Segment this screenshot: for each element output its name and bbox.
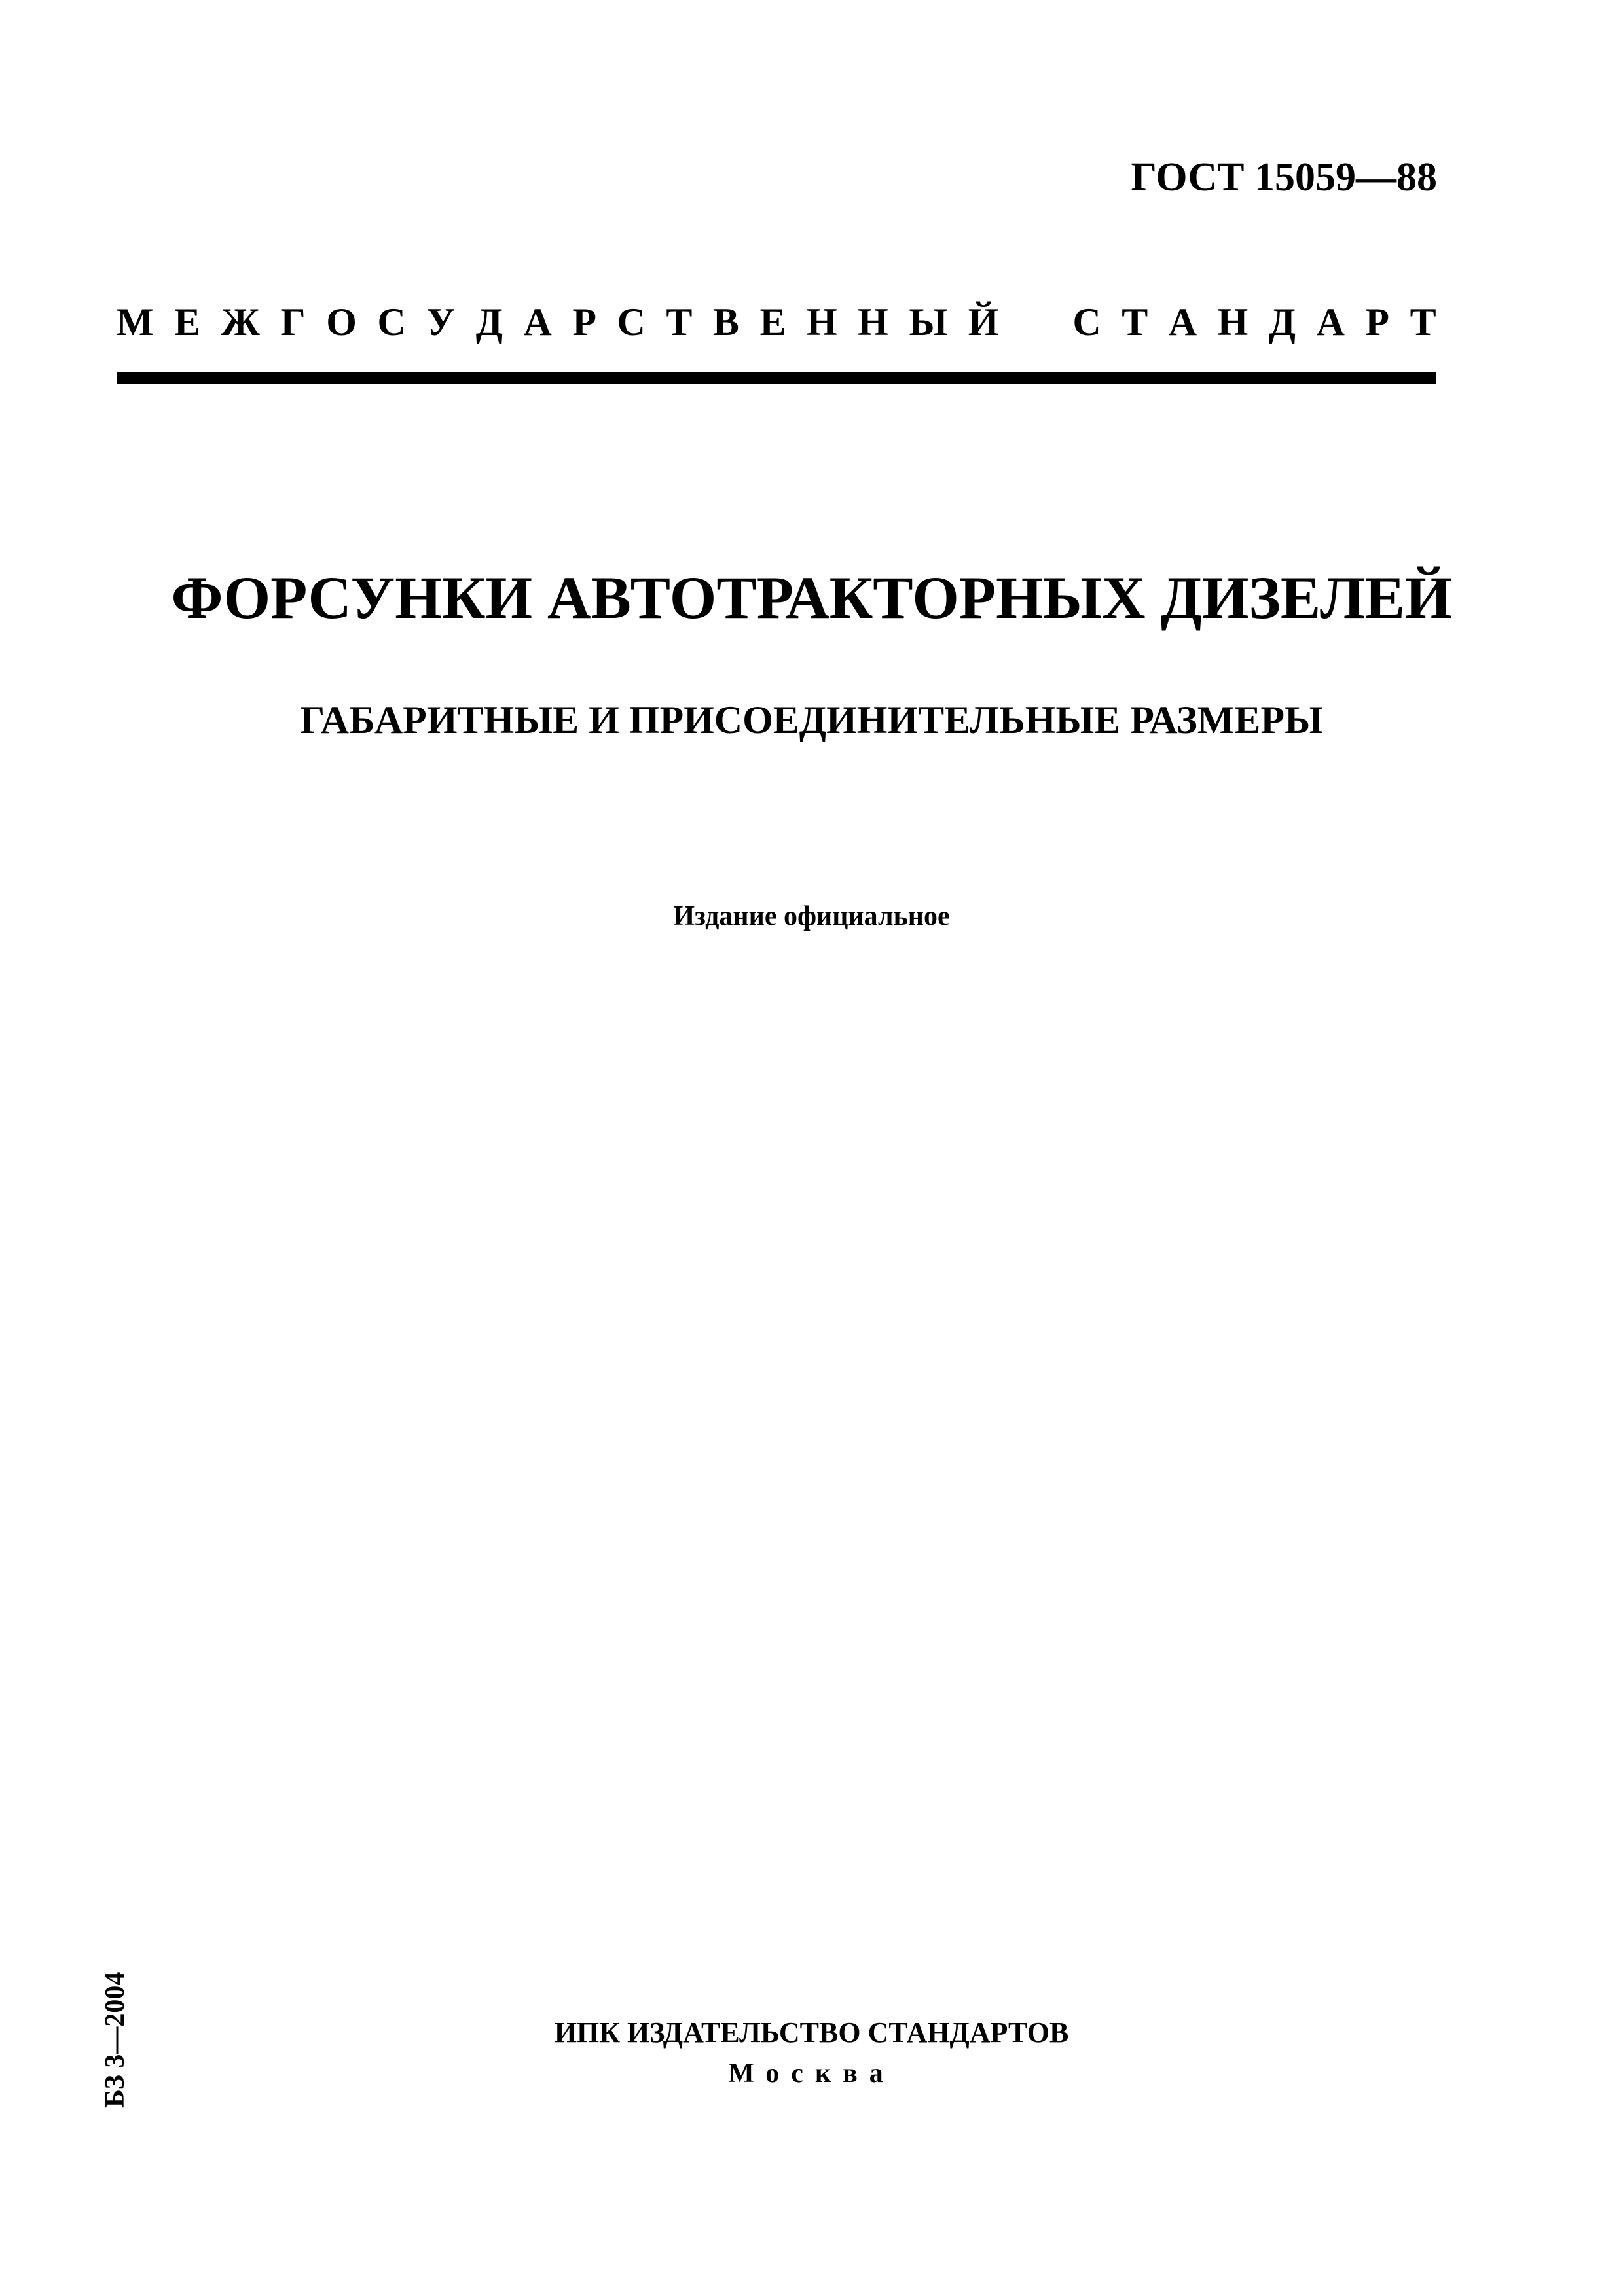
header-rule — [117, 372, 1436, 384]
standard-type-letter: Н — [806, 300, 837, 344]
side-code: БЗ 3—2004 — [100, 1971, 130, 2108]
document-title: ФОРСУНКИ АВТОТРАКТОРНЫХ ДИЗЕЛЕЙ — [171, 564, 1452, 631]
standard-type-letter: Е — [174, 300, 201, 344]
standard-type-letter: В — [712, 300, 739, 344]
standard-type-letter: А — [1168, 300, 1197, 344]
standard-type-letter: С — [617, 300, 646, 344]
standard-type-letter: У — [426, 300, 456, 344]
standard-type-letter: Т — [1410, 300, 1436, 344]
standard-type-heading — [117, 300, 1436, 345]
standard-type-letter: Ж — [221, 300, 260, 344]
standard-type-letter: Й — [968, 300, 999, 344]
standard-type-letter: Н — [1217, 300, 1249, 344]
standard-type-letter: Ы — [909, 300, 948, 344]
standard-type-letter: Е — [759, 300, 786, 344]
publisher-city: Москва — [728, 2058, 895, 2089]
standard-type-letter: М — [117, 300, 154, 344]
publisher-name: ИПК ИЗДАТЕЛЬСТВО СТАНДАРТОВ — [554, 2017, 1069, 2049]
standard-type-letter: С — [1072, 300, 1101, 344]
standard-type-letter: О — [326, 300, 357, 344]
standard-type-letter: Д — [1268, 300, 1296, 344]
document-number: ГОСТ 15059—88 — [1131, 155, 1437, 200]
standard-type-letter: Г — [280, 300, 306, 344]
edition-label: Издание официальное — [673, 901, 950, 931]
standard-type-letter: Т — [666, 300, 693, 344]
standard-type-letter: Д — [475, 300, 503, 344]
document-subtitle: ГАБАРИТНЫЕ И ПРИСОЕДИНИТЕЛЬНЫЕ РАЗМЕРЫ — [299, 698, 1324, 742]
standard-type-letter: Т — [1122, 300, 1148, 344]
standard-type-letter: Р — [572, 300, 597, 344]
standard-type-letter: А — [1316, 300, 1345, 344]
standard-type-letter: С — [377, 300, 406, 344]
word-gap — [1019, 300, 1052, 345]
standard-type-letter: Н — [858, 300, 888, 344]
standard-type-letter: А — [523, 300, 552, 344]
standard-type-letter: Р — [1365, 300, 1390, 344]
